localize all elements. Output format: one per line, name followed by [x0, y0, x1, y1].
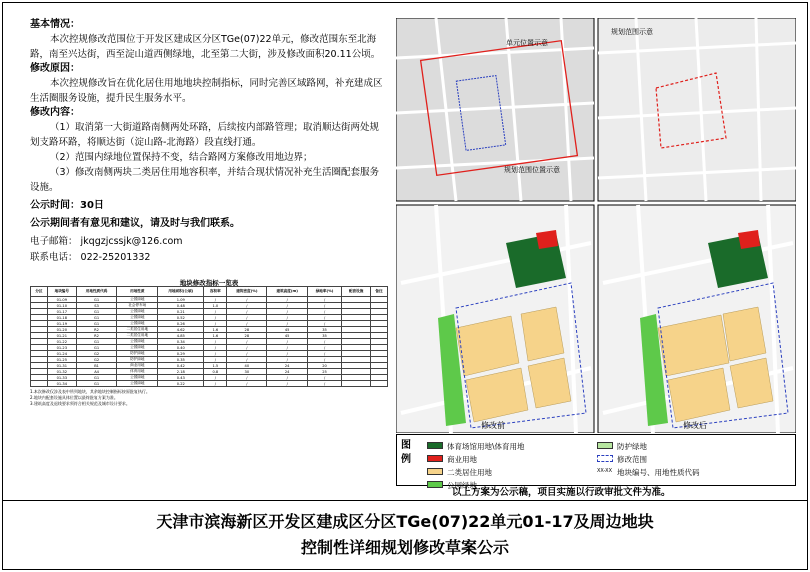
- basic-title: 基本情况：: [30, 19, 80, 30]
- table-cell: 4.85: [158, 333, 204, 339]
- table-cell: 公园绿地: [117, 375, 158, 381]
- table-cell: 体育用地: [117, 369, 158, 375]
- table-cell: [31, 381, 48, 387]
- table-cell: 28: [227, 327, 267, 333]
- table-header-cell: 备注: [371, 287, 388, 297]
- table-cell: R2: [76, 333, 117, 339]
- table-cell: 45: [267, 333, 307, 339]
- table-cell: 01-32: [47, 369, 76, 375]
- table-cell: /: [204, 381, 227, 387]
- table-cell: G2: [76, 351, 117, 357]
- map-panels: [396, 18, 796, 433]
- table-cell: /: [267, 357, 307, 363]
- table-cell: /: [307, 345, 341, 351]
- table-cell: 0.26: [158, 321, 204, 327]
- table-cell: 二类居住用地: [117, 333, 158, 339]
- table-cell: /: [227, 345, 267, 351]
- table-cell: 公园绿地: [117, 309, 158, 315]
- table-cell: 防护绿地: [117, 357, 158, 363]
- table-cell: 1.6: [204, 333, 227, 339]
- basic-text: 本次控规修改范围位于开发区建成区分区TGe(07)22单元，修改范围东至北海路，南至兴达街，西至淀山道西侧绿地，北至第二大街，涉及修改面积20.11公顷。: [30, 34, 381, 60]
- table-cell: 0.40: [158, 345, 204, 351]
- legend-label: 修改范围: [617, 455, 647, 464]
- table-cell: 1.0: [204, 303, 227, 309]
- table-cell: 01-31: [47, 363, 76, 369]
- table-cell: 2.18: [158, 369, 204, 375]
- legend-label: 公园绿地: [447, 481, 477, 490]
- table-cell: /: [267, 351, 307, 357]
- table-notes: [30, 389, 388, 407]
- table-cell: /: [307, 351, 341, 357]
- table-cell: 01-09: [47, 297, 76, 303]
- table-cell: /: [204, 321, 227, 327]
- table-cell: 0.35: [158, 357, 204, 363]
- email[interactable]: 电子邮箱： jkqgzjcssjk@126.com: [30, 236, 183, 247]
- table-cell: 1.6: [204, 327, 227, 333]
- table-cell: [342, 381, 371, 387]
- table-title: 地块修改指标一览表: [179, 279, 239, 287]
- table-cell: /: [204, 315, 227, 321]
- table-cell: 商业用地: [117, 363, 158, 369]
- table-cell: /: [307, 339, 341, 345]
- table-cell: /: [227, 351, 267, 357]
- table-cell: 0.48: [158, 303, 204, 309]
- table-cell: /: [267, 315, 307, 321]
- table-cell: G1: [76, 309, 117, 315]
- table-cell: G1: [76, 345, 117, 351]
- legend-swatch: [597, 455, 613, 462]
- table-cell: /: [267, 381, 307, 387]
- table-cell: 01-18: [47, 315, 76, 321]
- plan-note: 以上方案为公示稿，项目实施以行政审批文件为准。: [452, 487, 671, 498]
- table-cell: 01-23: [47, 345, 76, 351]
- indicator-table: [30, 286, 388, 387]
- table-cell: 30: [227, 369, 267, 375]
- table-note: 1.本次修改仅涉及表中所列地块，其余地块控制指标按原批复执行。: [30, 389, 150, 394]
- opinion-text: 公示期间者有意见和建议，请及时与我们联系。: [30, 218, 240, 229]
- table-cell: 二类居住用地: [117, 327, 158, 333]
- table-header-cell: 用地面积(公顷): [158, 287, 204, 297]
- table-cell: /: [227, 315, 267, 321]
- table-cell: A4: [76, 369, 117, 375]
- table-cell: 01-34: [47, 381, 76, 387]
- publicity-time: 公示时间：30日: [30, 200, 104, 211]
- indicator-table-wrap: [30, 278, 388, 492]
- table-cell: 公园绿地: [117, 381, 158, 387]
- table-cell: [371, 381, 388, 387]
- legend: [396, 434, 796, 490]
- table-cell: 社会停车场: [117, 303, 158, 309]
- legend-swatch: [427, 455, 443, 462]
- table-cell: 40: [227, 363, 267, 369]
- table-cell: /: [204, 309, 227, 315]
- table-cell: S3: [76, 303, 117, 309]
- before-label: 修改前: [481, 421, 505, 430]
- table-cell: G1: [76, 321, 117, 327]
- table-cell: 01-25: [47, 357, 76, 363]
- table-cell: G1: [76, 375, 117, 381]
- table-cell: B1: [76, 363, 117, 369]
- table-cell: /: [204, 345, 227, 351]
- table-cell: 45: [267, 327, 307, 333]
- table-cell: /: [267, 345, 307, 351]
- footer-title-line1: 天津市滨海新区开发区建成区分区TGe(07)22单元01-17及周边地块: [156, 512, 654, 531]
- table-cell: R2: [76, 327, 117, 333]
- table-cell: 0.43: [158, 375, 204, 381]
- table-cell: G1: [76, 297, 117, 303]
- table-cell: /: [267, 309, 307, 315]
- table-cell: /: [307, 315, 341, 321]
- table-cell: G1: [76, 339, 117, 345]
- after-label: 修改后: [683, 421, 707, 430]
- table-cell: 28: [227, 333, 267, 339]
- table-cell: 0.22: [158, 381, 204, 387]
- table-row: [31, 381, 388, 387]
- table-cell: 公园绿地: [117, 345, 158, 351]
- table-cell: 01-24: [47, 351, 76, 357]
- table-cell: G2: [76, 357, 117, 363]
- table-header-row: [31, 287, 388, 297]
- table-cell: /: [307, 303, 341, 309]
- table-cell: /: [227, 321, 267, 327]
- legend-label: 体育场馆用地\体育用地: [447, 442, 525, 451]
- table-cell: /: [267, 297, 307, 303]
- table-cell: /: [204, 351, 227, 357]
- phone: 联系电话： 022-25201332: [30, 252, 151, 263]
- table-header-cell: 地块编号: [47, 287, 76, 297]
- table-cell: 24: [267, 369, 307, 375]
- table-cell: 1.5: [204, 363, 227, 369]
- table-cell: 01-20: [47, 327, 76, 333]
- legend-swatch: [427, 442, 443, 449]
- table-cell: /: [307, 297, 341, 303]
- table-cell: 35: [307, 327, 341, 333]
- table-cell: 公园绿地: [117, 315, 158, 321]
- table-header-cell: 建筑密度(%): [227, 287, 267, 297]
- legend-title: 图例: [401, 440, 411, 465]
- table-cell: 01-33: [47, 375, 76, 381]
- table-cell: 4.62: [158, 327, 204, 333]
- table-cell: /: [227, 357, 267, 363]
- table-cell: 1.09: [158, 297, 204, 303]
- legend-label: 二类居住用地: [447, 468, 492, 477]
- table-body: [31, 297, 388, 387]
- table-cell: 01-10: [47, 303, 76, 309]
- table-cell: 24: [267, 363, 307, 369]
- table-cell: 防护绿地: [117, 351, 158, 357]
- table-cell: /: [227, 297, 267, 303]
- table-header-cell: 分区: [31, 287, 48, 297]
- legend-label: 地块编号、用地性质代码: [617, 468, 700, 477]
- table-cell: 01-17: [47, 309, 76, 315]
- table-cell: /: [227, 309, 267, 315]
- legend-swatch: [427, 481, 443, 488]
- legend-swatch: [597, 442, 613, 449]
- footer-title-line2: 控制性详细规划修改草案公示: [300, 538, 509, 557]
- table-cell: /: [307, 309, 341, 315]
- legend-swatch: [427, 468, 443, 475]
- content-item-3: （3）修改南侧两块二类居住用地容积率，并结合现状情况补充生活圈配套服务设施。: [30, 167, 380, 193]
- table-cell: /: [307, 375, 341, 381]
- table-cell: G1: [76, 381, 117, 387]
- legend-label: 商业用地: [447, 455, 477, 464]
- table-cell: 0.29: [158, 351, 204, 357]
- table-cell: /: [267, 339, 307, 345]
- reason-title: 修改原因：: [30, 63, 80, 74]
- table-cell: 01-22: [47, 339, 76, 345]
- table-cell: 公园绿地: [117, 339, 158, 345]
- table-cell: G1: [76, 315, 117, 321]
- table-cell: 0.21: [158, 309, 204, 315]
- footer: [2, 500, 808, 570]
- table-cell: /: [227, 303, 267, 309]
- table-cell: /: [307, 357, 341, 363]
- table-note: 2.地块内配套设施具体位置以最终批复方案为准。: [30, 395, 118, 400]
- table-cell: /: [267, 303, 307, 309]
- table-cell: /: [204, 339, 227, 345]
- content-item-2: （2）范围内绿地位置保持不变，结合路网方案修改用地边界；: [50, 152, 313, 163]
- content-title: 修改内容：: [30, 107, 80, 118]
- legend-swatch: XX-XX: [597, 468, 613, 474]
- table-cell: 0.42: [158, 363, 204, 369]
- range-map-label: 规划范围示意: [611, 28, 653, 36]
- table-cell: 公园绿地: [117, 321, 158, 327]
- maps-area: [396, 18, 796, 437]
- table-cell: 20: [307, 363, 341, 369]
- table-cell: /: [227, 381, 267, 387]
- table-cell: 公园绿地: [117, 297, 158, 303]
- table-cell: /: [307, 321, 341, 327]
- table-cell: /: [204, 357, 227, 363]
- legend-label: 防护绿地: [617, 442, 647, 451]
- table-cell: 01-21: [47, 333, 76, 339]
- table-cell: /: [307, 381, 341, 387]
- content-item-1: （1）取消第一大街道路南侧两处环路，后续按内部路管理；取消顺达街两处规划支路环路，将顺达街（淀山路-北海路）段直线打通。: [30, 122, 380, 148]
- table-cell: /: [204, 375, 227, 381]
- table-cell: /: [267, 375, 307, 381]
- text-panel: [30, 18, 388, 266]
- table-cell: 0.52: [158, 315, 204, 321]
- table-cell: 35: [307, 333, 341, 339]
- table-header-cell: 配套设施: [342, 287, 371, 297]
- table-cell: 0.34: [158, 339, 204, 345]
- table-header-cell: 用地性质: [117, 287, 158, 297]
- table-cell: /: [204, 297, 227, 303]
- table-cell: 25: [307, 369, 341, 375]
- table-note: 3.建筑高度及退线要求须符合相关规范及城市设计要求。: [30, 401, 130, 406]
- table-cell: 01-19: [47, 321, 76, 327]
- table-cell: 0.8: [204, 369, 227, 375]
- unit-location-label: 单元位置示意: [506, 39, 548, 47]
- table-cell: /: [267, 321, 307, 327]
- table-cell: /: [227, 375, 267, 381]
- reason-text: 本次控规修改旨在优化居住用地地块控制指标，同时完善区域路网，补充建成区生活圈服务设施，提升民生服务水平。: [30, 78, 383, 104]
- table-header-cell: 绿地率(%): [307, 287, 341, 297]
- range-location-label: 规划范围位置示意: [504, 166, 560, 174]
- table-header-cell: 用地性质代码: [76, 287, 117, 297]
- table-cell: /: [227, 339, 267, 345]
- table-header-cell: 容积率: [204, 287, 227, 297]
- table-header-cell: 建筑高度(m): [267, 287, 307, 297]
